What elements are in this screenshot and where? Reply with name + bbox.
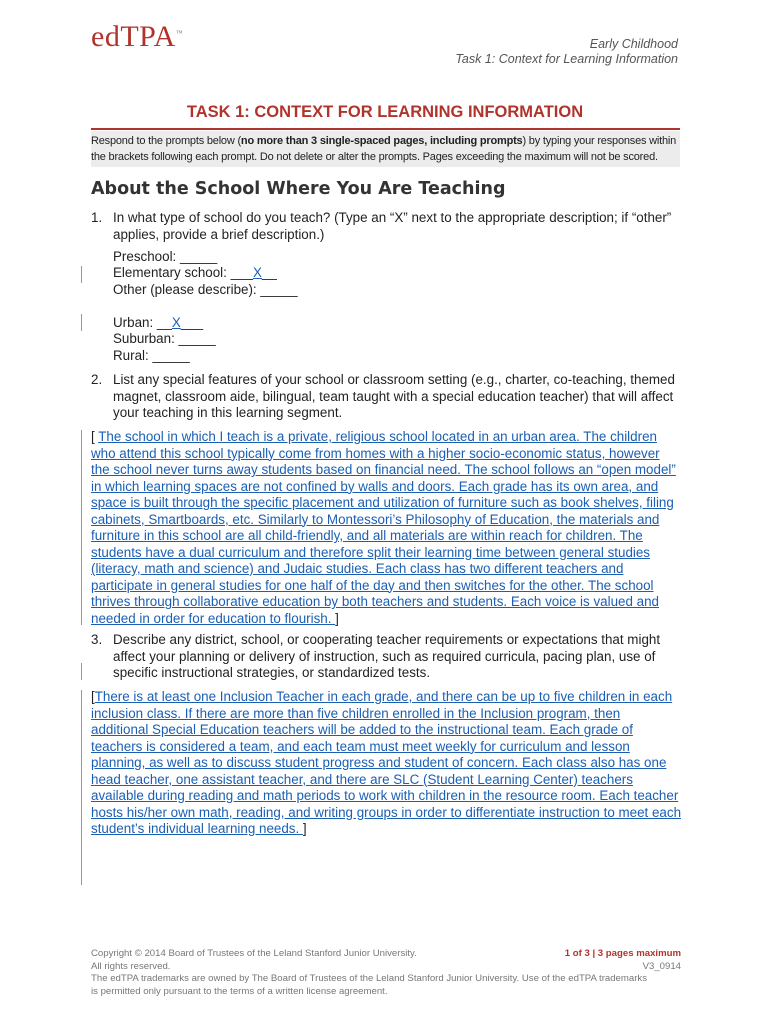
option-urban[interactable] <box>113 315 216 331</box>
logo-text: edTPA <box>91 20 176 53</box>
change-bar <box>81 690 82 885</box>
edtpa-logo <box>91 20 183 54</box>
page-footer <box>91 948 681 998</box>
question-3 <box>91 632 681 682</box>
page-counter: 1 of 3 | 3 pages maximum <box>564 948 681 959</box>
answer-2-open-bracket: [ <box>91 429 99 444</box>
answer-2[interactable] <box>91 429 681 627</box>
option-suburban[interactable]: Suburban: _____ <box>113 331 216 347</box>
option-urban-mark: X <box>171 315 181 330</box>
footer-copyright: Copyright © 2014 Board of Trustees of the Leland Stanford Junior University. <box>91 948 417 959</box>
question-1 <box>91 210 681 243</box>
footer-rights: All rights reserved. <box>91 960 171 972</box>
option-preschool[interactable]: Preschool: _____ <box>113 249 218 264</box>
page-header <box>455 37 678 67</box>
section-heading: About the School Where You Are Teaching <box>91 179 506 199</box>
header-task: Task 1: Context for Learning Information <box>455 52 678 66</box>
question-1-text: In what type of school do you teach? (Type an “X” next to the appropriate description; if “other” applies, provide a brief description.) <box>113 210 672 242</box>
page-title: TASK 1: CONTEXT FOR LEARNING INFORMATION <box>186 103 584 121</box>
answer-3-open-bracket: [ <box>91 689 95 704</box>
option-elementary-label: Elementary school: ___ <box>113 265 253 281</box>
school-type-options <box>113 249 298 298</box>
title-rule <box>91 128 680 130</box>
answer-3-text: There is at least one Inclusion Teacher in each grade, and there can be up to five children in each inclusion class. If there are more than five children enrolled in the Inclusion program, then additional Special Education teachers will be added to the instructional team. Each grade of teachers is considered a team, and each team must meet weekly for curriculum and lesson planning, as well as to discuss student progress and student of concern. Each class also has one head teacher, one assistant teacher, and there are SLC (Student Learning Center) teachers available during reading and math periods to work with children in the resource room. Each teacher hosts his/her own math, reading, and writing groups in order to differentiate instruction to meet each student’s individual learning needs. <box>91 689 682 836</box>
option-elementary-tail: __ <box>261 265 277 281</box>
change-bar <box>81 266 82 283</box>
option-rural[interactable]: Rural: _____ <box>113 347 190 363</box>
question-3-number: 3. <box>91 632 103 647</box>
option-urban-tail: ___ <box>180 315 204 330</box>
change-bar <box>81 430 82 625</box>
answer-2-text: The school in which I teach is a private, religious school located in an urban area. The children who attend this school typically come from homes with a higher socio-economic status, however the school never turns away students based on financial need. The school follows an “open model” in which learning spaces are not confined by walls and doors. Each grade has its own area, and space is built through the specific placement and utilization of furniture such as book shelves, filing cabinets, Smartboards, etc. Similarly to Montessori’s Philosophy of Education, the materials and furniture in this school are all child-friendly, and all materials are within reach for children. The students have a dual curriculum and therefore split their learning time between general studies (literacy, math and science) and Judaic studies. Each class has two different teachers and participate in general studies for one half of the day and then switches for the other. The school thrives through collaborative education by both teachers and students. Each voice is valued and needed in order for education to flourish. <box>91 429 676 626</box>
footer-right <box>565 948 681 973</box>
instructions-box <box>91 131 680 167</box>
question-2 <box>91 372 681 422</box>
change-bar <box>81 663 82 680</box>
instructions-post: ) by typing your responses within the brackets following each prompt. Do not delete or alter the prompts. Pages exceeding the maximum will not be scored. <box>91 135 677 163</box>
version-code: V3_0914 <box>642 960 681 972</box>
logo-trademark: ™ <box>175 29 184 37</box>
instructions-bold: no more than 3 single-spaced pages, including prompts <box>240 135 523 147</box>
question-1-number: 1. <box>91 210 103 225</box>
option-other[interactable]: Other (please describe): _____ <box>113 281 298 297</box>
footer-trademark: The edTPA trademarks are owned by The Board of Trustees of the Leland Stanford Junior University. Use of the edTPA trademarks is permitted only pursuant to the terms of a written license agreement. <box>91 973 648 997</box>
question-2-number: 2. <box>91 372 103 387</box>
answer-3-close-bracket: ] <box>302 821 307 836</box>
change-bar <box>81 314 82 331</box>
instructions-pre: Respond to the prompts below ( <box>91 135 241 147</box>
question-3-text: Describe any district, school, or cooperating teacher requirements or expectations that might affect your planning or delivery of instruction, such as required curricula, pacing plan, use of specific instructional strategies, or standardized tests. <box>113 632 661 680</box>
location-options <box>113 315 216 364</box>
question-2-text: List any special features of your school or classroom setting (e.g., charter, co-teaching, themed magnet, classroom aide, bilingual, team taught with a special education teacher) that will affect your teaching in this learning segment. <box>113 372 675 420</box>
option-urban-label: Urban: __ <box>113 315 172 330</box>
answer-2-close-bracket: ] <box>335 610 339 626</box>
answer-3[interactable] <box>91 689 681 838</box>
option-elementary-mark: X <box>252 265 262 281</box>
option-elementary[interactable] <box>113 265 298 281</box>
header-subject: Early Childhood <box>589 37 678 51</box>
